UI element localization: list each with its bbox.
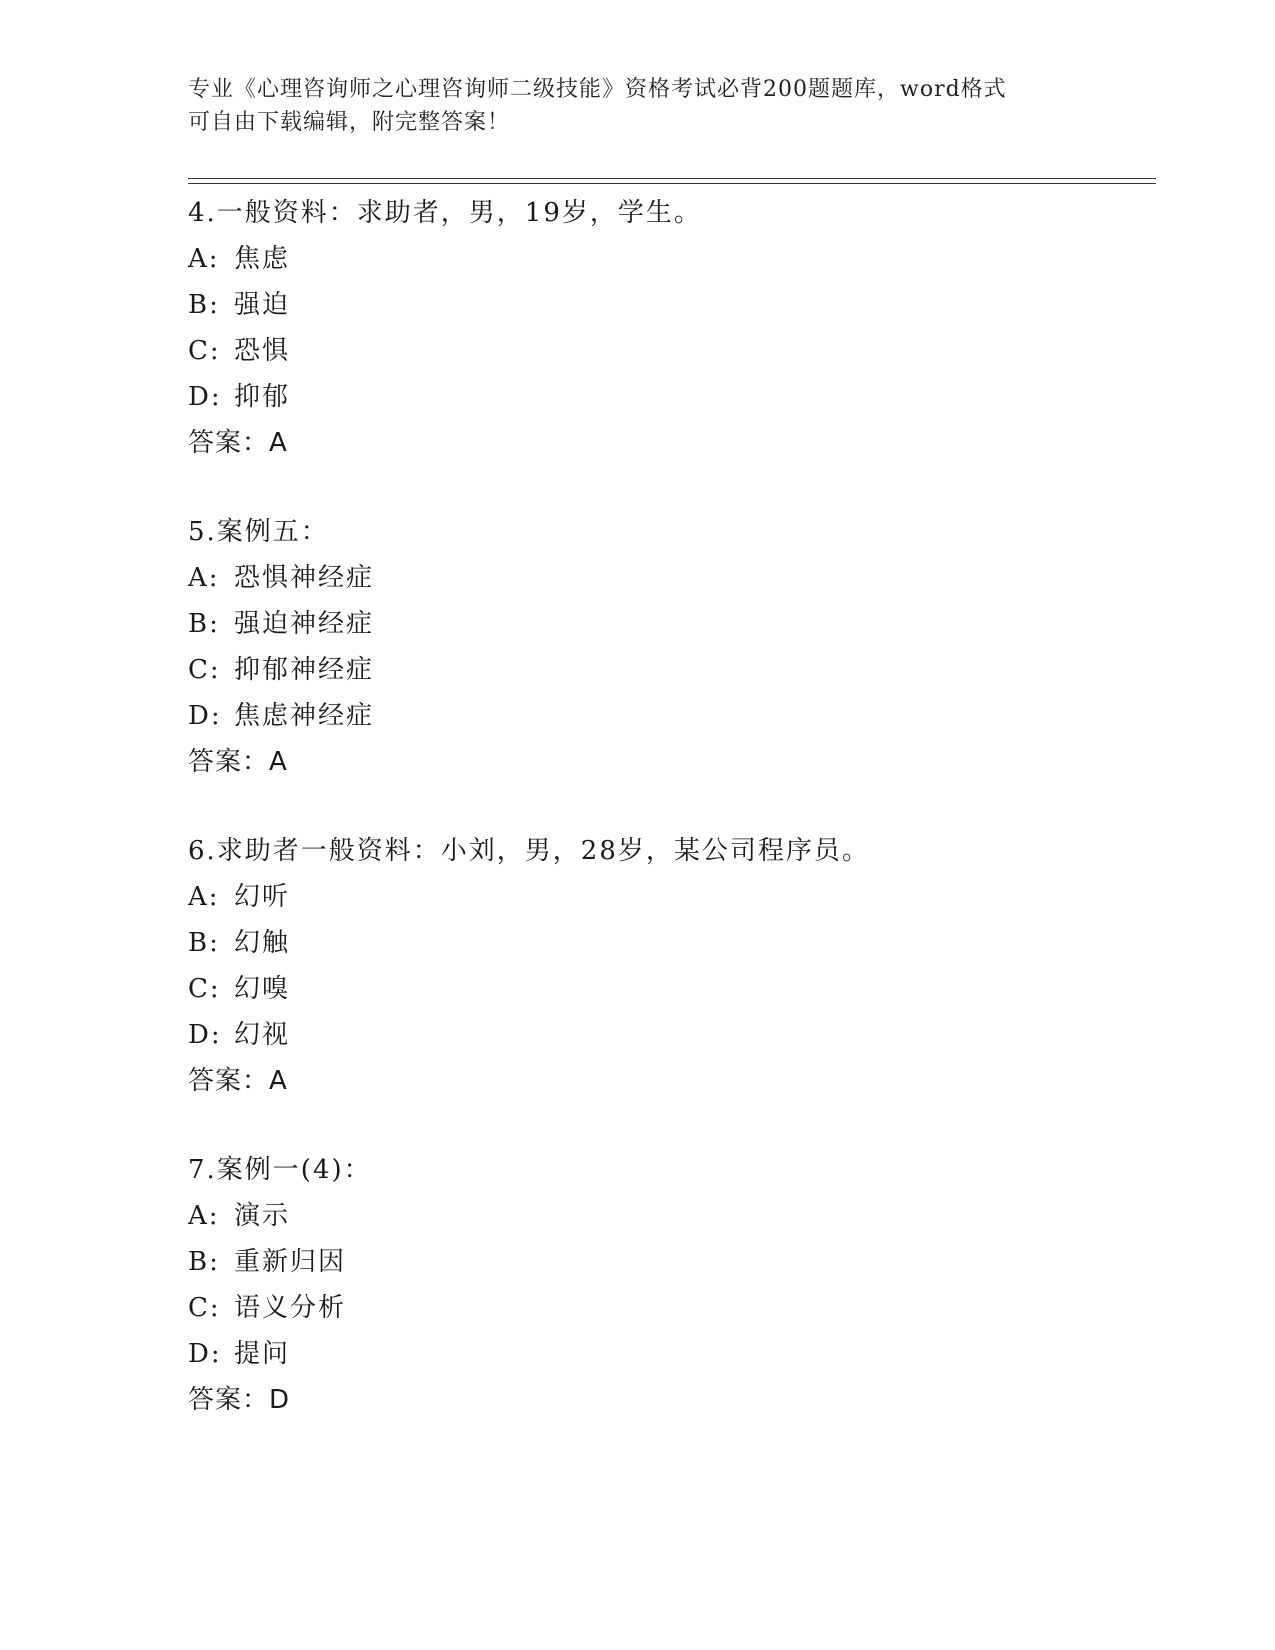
option-text: 幻视 — [234, 1020, 291, 1050]
question-stem: 6.求助者一般资料：小刘，男，28岁，某公司程序员。 — [188, 836, 870, 866]
option-c — [188, 328, 1148, 374]
option-letter: D: — [188, 1339, 222, 1369]
option-text: 恐惧 — [234, 336, 291, 366]
question-stem: 4.一般资料：求助者，男，19岁，学生。 — [188, 198, 702, 228]
option-letter: A: — [188, 244, 220, 274]
option-letter: D: — [188, 382, 222, 412]
option-d — [188, 1331, 1148, 1377]
option-text: 恐惧神经症 — [234, 563, 375, 593]
question-item — [188, 828, 1148, 1104]
question-stem: 7.案例一(4)： — [188, 1155, 372, 1185]
option-d — [188, 374, 1148, 420]
option-b — [188, 920, 1148, 966]
option-text: 幻听 — [234, 882, 291, 912]
option-text: 重新归因 — [234, 1247, 347, 1277]
option-letter: A: — [188, 563, 220, 593]
option-letter: C: — [188, 1293, 221, 1323]
option-d — [188, 693, 1148, 739]
option-c — [188, 647, 1148, 693]
option-letter: C: — [188, 336, 221, 366]
option-letter: A: — [188, 1201, 220, 1231]
option-letter: B: — [188, 1247, 220, 1277]
option-a — [188, 1193, 1148, 1239]
option-d — [188, 1012, 1148, 1058]
option-letter: B: — [188, 609, 220, 639]
header-line-2: 可自由下载编辑，附完整答案！ — [188, 110, 511, 135]
header-divider-bottom — [188, 183, 1156, 184]
option-a — [188, 555, 1148, 601]
option-text: 演示 — [234, 1201, 291, 1231]
option-b — [188, 1239, 1148, 1285]
question-item — [188, 1147, 1148, 1423]
option-text: 焦虑 — [234, 244, 291, 274]
option-text: 提问 — [234, 1339, 291, 1369]
option-text: 抑郁 — [234, 382, 291, 412]
answer-line: 答案：A — [188, 1066, 288, 1096]
option-text: 幻触 — [234, 928, 291, 958]
option-text: 强迫 — [234, 290, 291, 320]
answer-line: 答案：D — [188, 1385, 291, 1415]
option-letter: A: — [188, 882, 220, 912]
answer-line: 答案：A — [188, 428, 288, 458]
question-item — [188, 509, 1148, 785]
option-text: 焦虑神经症 — [234, 701, 375, 731]
option-text: 强迫神经症 — [234, 609, 375, 639]
header-line-1: 专业《心理咨询师之心理咨询师二级技能》资格考试必背200题题库，word格式 — [188, 77, 1007, 102]
option-letter: B: — [188, 928, 220, 958]
option-text: 幻嗅 — [234, 974, 291, 1004]
option-letter: C: — [188, 974, 221, 1004]
option-c — [188, 966, 1148, 1012]
question-list — [188, 190, 1148, 1466]
option-text: 抑郁神经症 — [234, 655, 375, 685]
question-item — [188, 190, 1148, 466]
option-letter: B: — [188, 290, 220, 320]
header-divider-top — [188, 178, 1156, 179]
question-stem: 5.案例五： — [188, 517, 329, 547]
option-letter: D: — [188, 701, 222, 731]
option-letter: D: — [188, 1020, 222, 1050]
option-c — [188, 1285, 1148, 1331]
option-a — [188, 874, 1148, 920]
option-text: 语义分析 — [234, 1293, 347, 1323]
option-b — [188, 282, 1148, 328]
option-b — [188, 601, 1148, 647]
option-a — [188, 236, 1148, 282]
document-header — [188, 73, 1088, 139]
option-letter: C: — [188, 655, 221, 685]
answer-line: 答案：A — [188, 747, 288, 777]
